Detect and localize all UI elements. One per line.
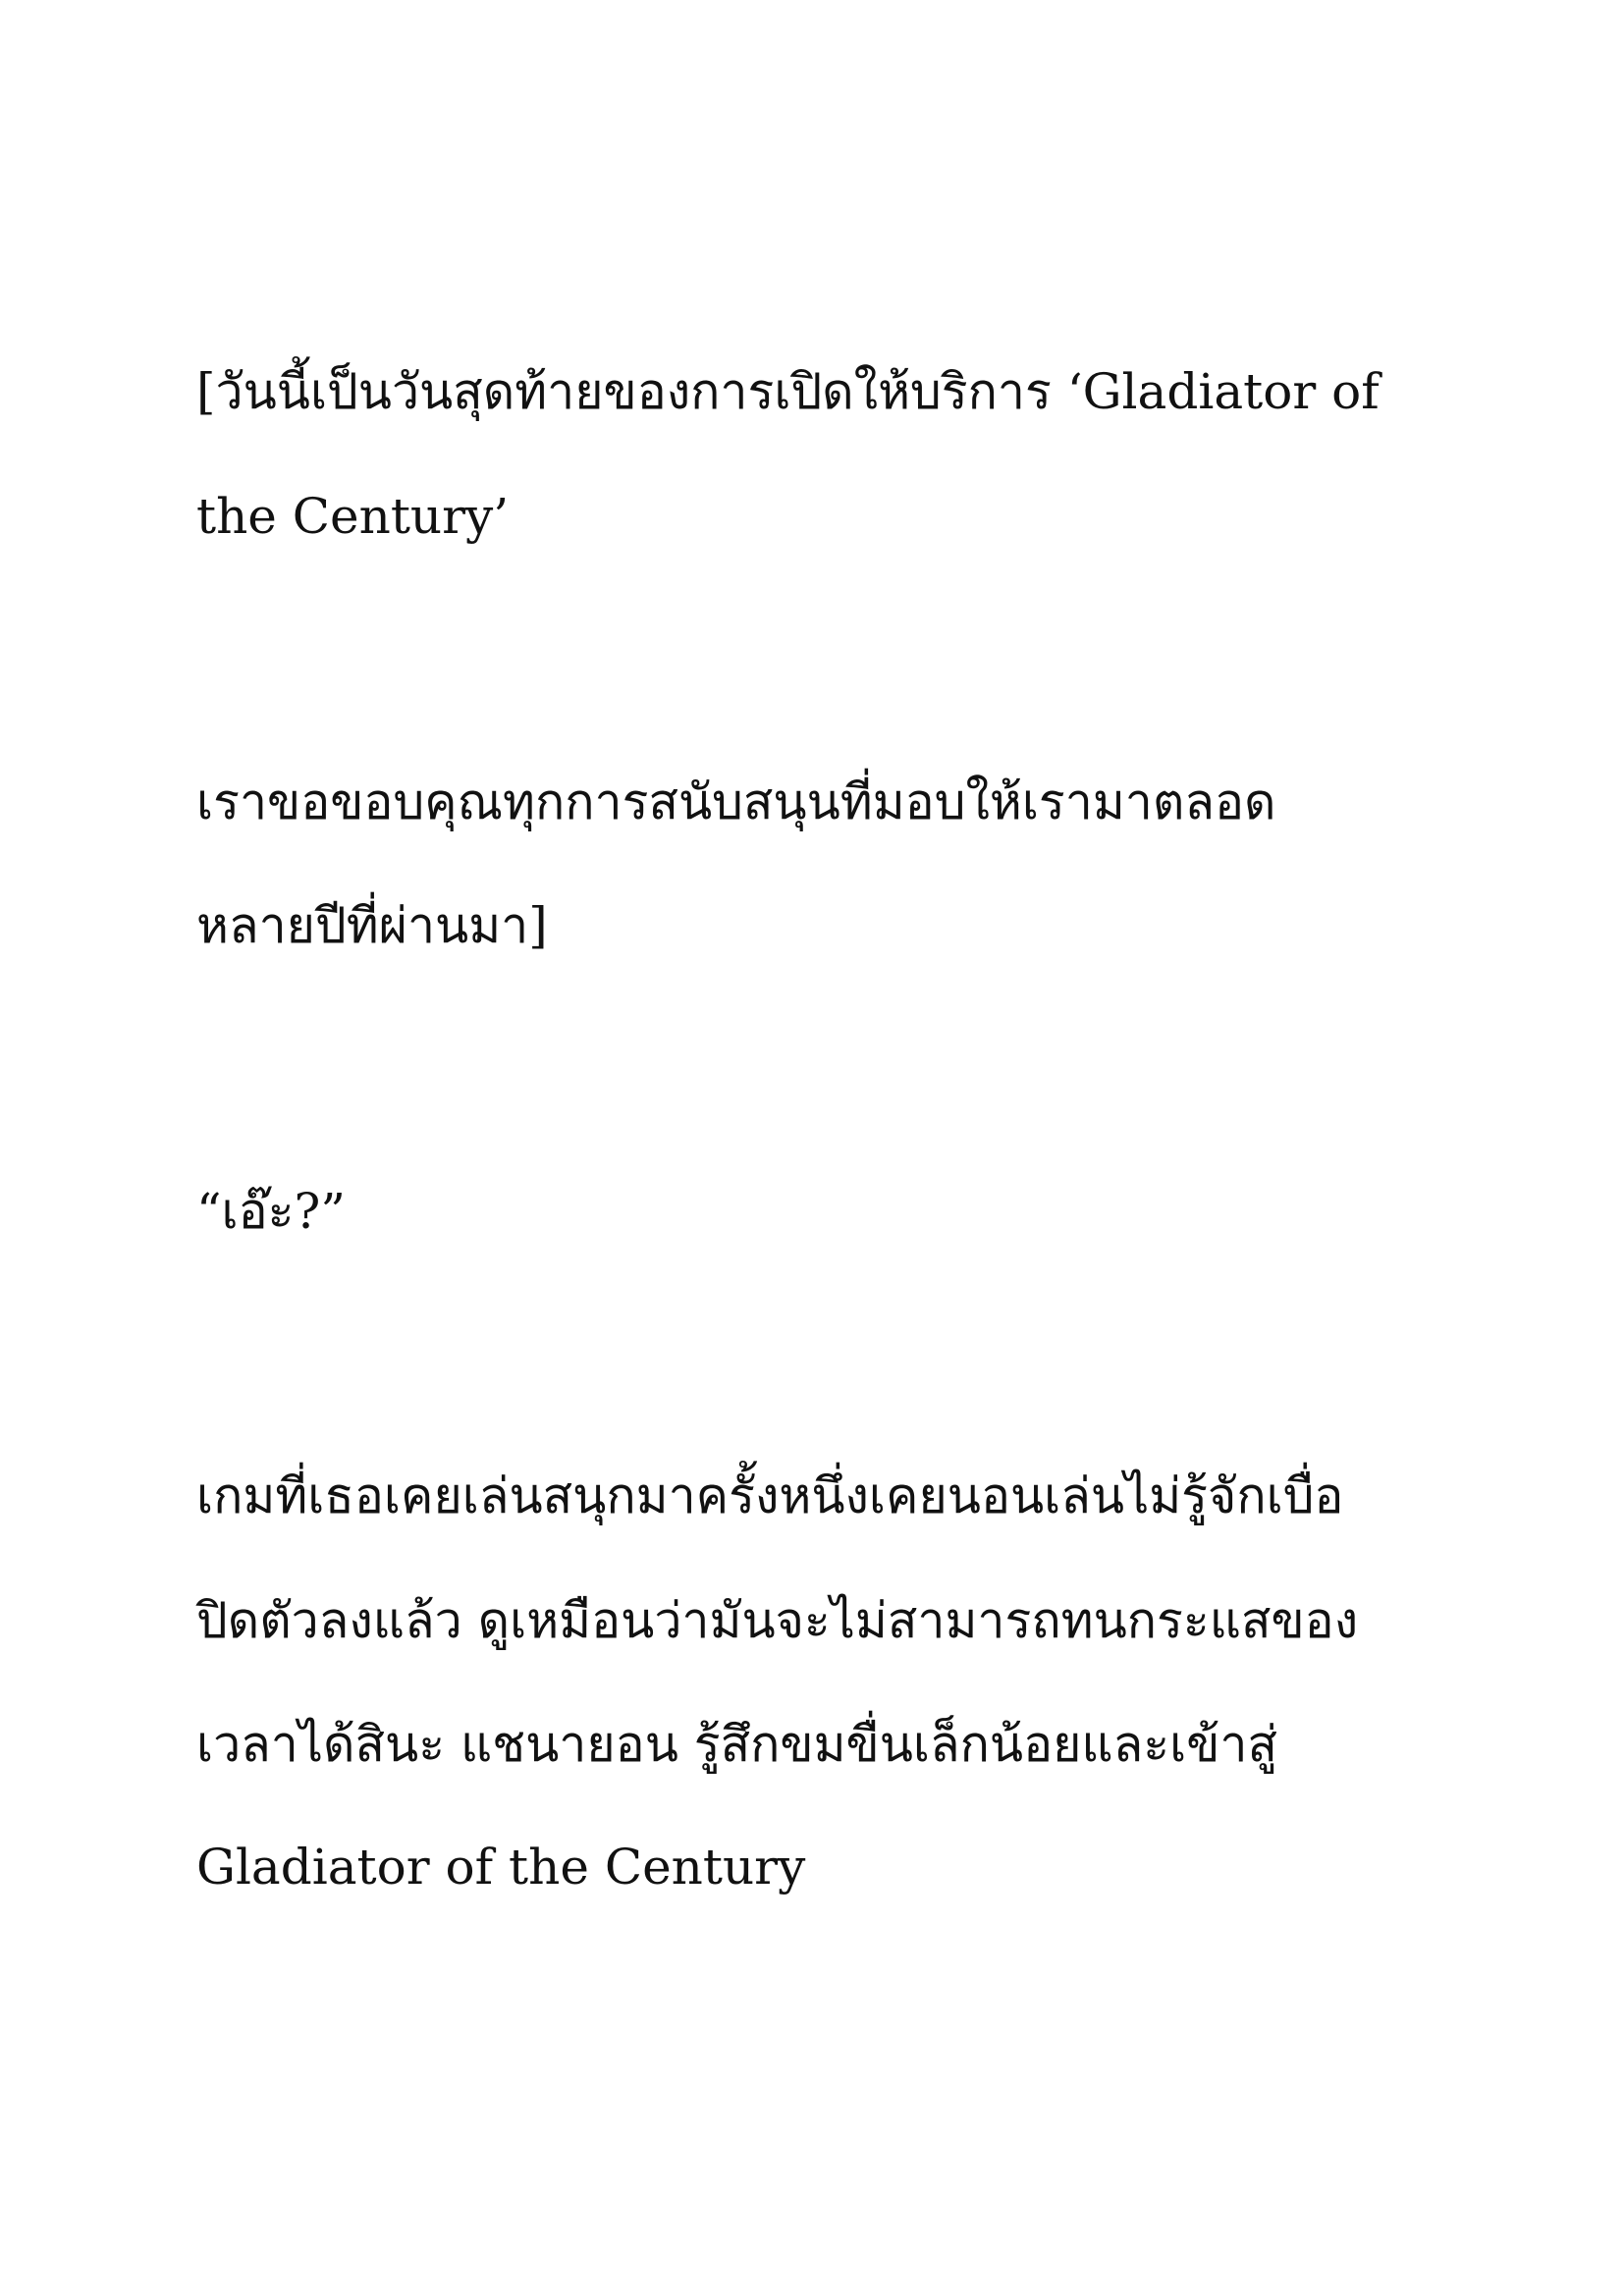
dialogue-line: “เอ๊ะ?” <box>196 1183 346 1240</box>
system-message-line-3: เราขอขอบคุณทุกการสนับสนุนที่มอบให้เรามาตลอด <box>196 774 1276 830</box>
narration-line-4: Gladiator of the Century <box>196 1839 806 1896</box>
system-message-line-2: the Century’ <box>196 488 510 545</box>
narration-line-3: เวลาได้สินะ แชนายอน รู้สึกขมขื่นเล็กน้อยและเข้าสู่ <box>196 1716 1278 1773</box>
system-message-line-1: [วันนี้เป็นวันสุดท้ายของการเปิดให้บริการ ‘Gladiator of <box>196 363 1380 420</box>
narration-line-2: ปิดตัวลงแล้ว ดูเหมือนว่ามันจะไม่สามารถทนกระแสของ <box>196 1592 1359 1649</box>
system-message-line-4: หลายปีที่ผ่านมา] <box>196 897 548 954</box>
narration-line-1: เกมที่เธอเคยเล่นสนุกมาครั้งหนึ่งเคยนอนเล่นไม่รู้จักเบื่อ <box>196 1468 1344 1524</box>
